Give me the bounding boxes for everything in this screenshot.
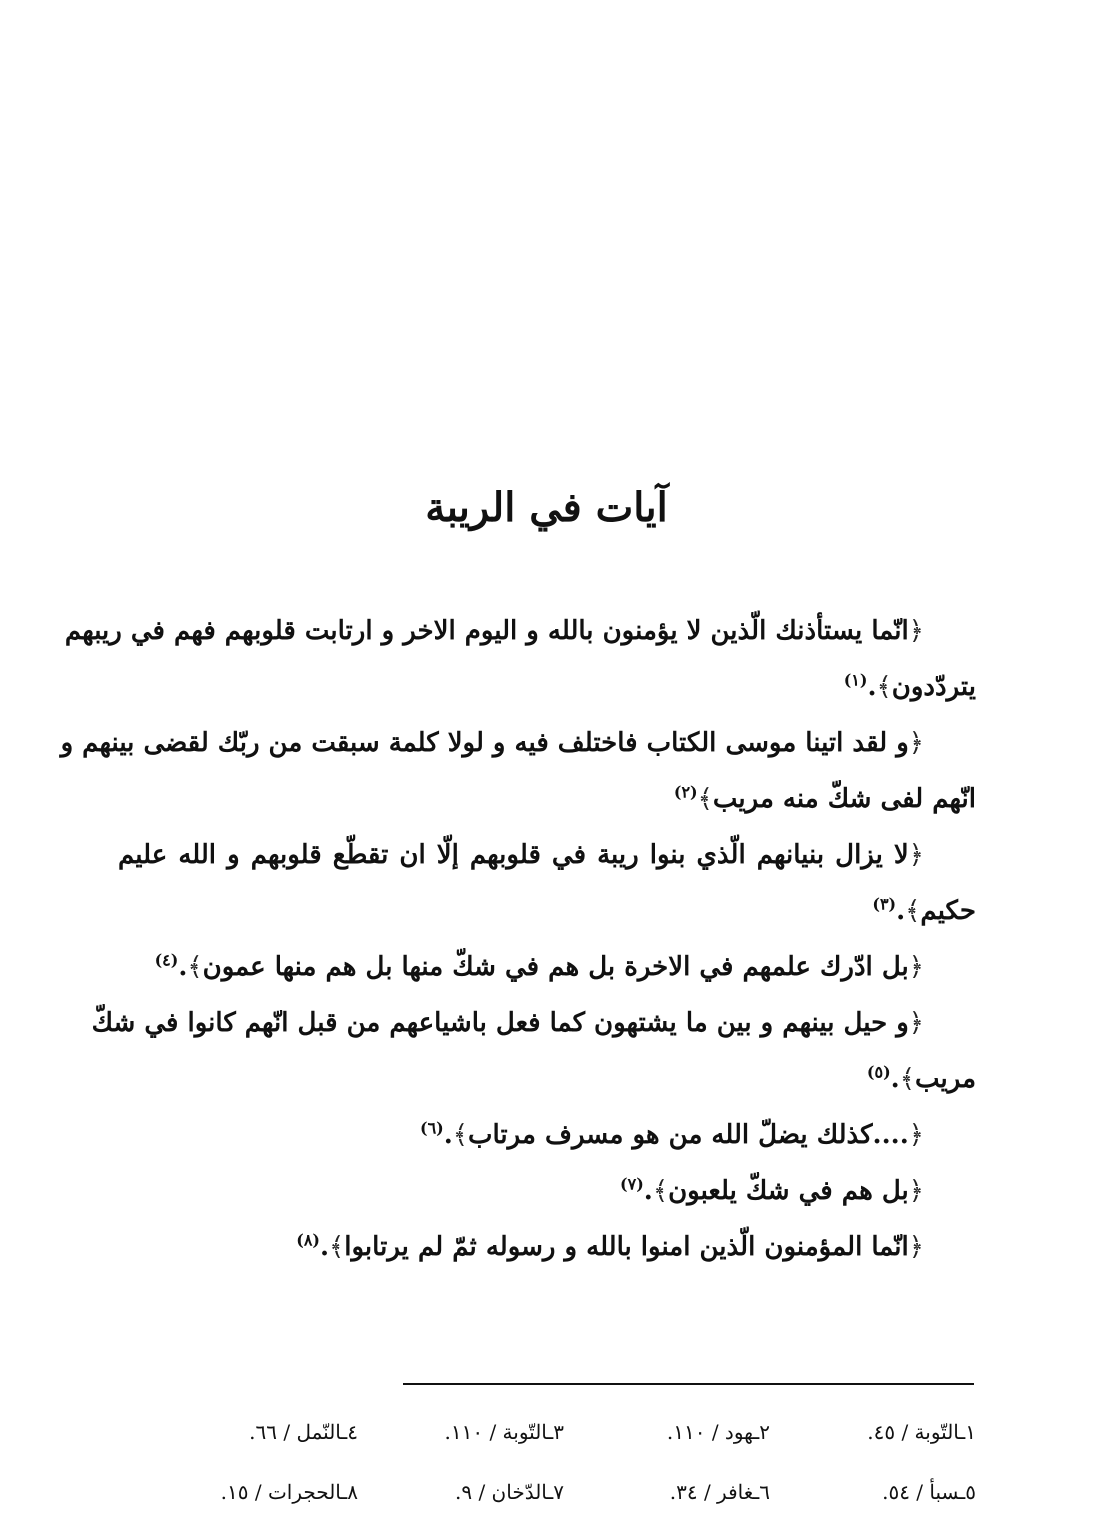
footnote-item: ٤ـالنّمل / ٦٦. [249, 1420, 358, 1444]
verse-text: يتردّدون [891, 672, 976, 702]
footnote-ref: (٤) [154, 950, 179, 970]
verse-open-bracket: ﴿ [908, 616, 924, 646]
footnote-ref: (٧) [620, 1174, 644, 1194]
verse-5-line-2: مريب﴾.$^{(٥)}$ [866, 1062, 976, 1094]
footnote-ref: (٨) [296, 1230, 320, 1250]
verse-5-line-1 [91, 995, 976, 1051]
verse-open-bracket: ﴿ [908, 1120, 924, 1150]
footnote-item: ٦ـغافر / ٣٤. [669, 1480, 770, 1504]
verse-close-bracket: ﴾ [876, 672, 892, 702]
footnote-item: ١ـالتّوبة / ٤٥. [867, 1420, 976, 1444]
verse-text: و حيل بينهم و بين ما يشتهون كما فعل باشياعهم من قبل انّهم كانوا في شكّ [91, 1008, 909, 1038]
verse-8-line-1: ﴿انّما المؤمنون الّذين امنوا بالله و رسوله ثمّ لم يرتابوا﴾.$^{(٨)}$ [296, 1230, 924, 1262]
footnote-ref: (١) [843, 670, 868, 690]
verse-4-line-1: ﴿بل ادّرك علمهم في الاخرة بل هم في شكّ منها بل هم منها عمون﴾.$^{(٤)}$ [154, 950, 924, 982]
verse-text: انّما المؤمنون الّذين امنوا بالله و رسوله ثمّ لم يرتابوا [344, 1232, 909, 1262]
verse-text: بل هم في شكّ يلعبون [668, 1176, 909, 1206]
footnote-row [150, 1462, 976, 1522]
verse-text: انّهم لفى شكّ منه مريب [712, 784, 976, 814]
verse-text: حكيم [920, 896, 976, 926]
verse-open-bracket: ﴿ [908, 952, 924, 982]
page-title: آيات في الريبة [425, 484, 668, 531]
verse-3-line-1 [118, 827, 976, 883]
verse-close-bracket: ﴾ [905, 896, 921, 926]
verse-open-bracket: ﴿ [908, 728, 924, 758]
verse-3-line-2: حكيم﴾.$^{(٣)}$ [872, 894, 976, 926]
verse-open-bracket: ﴿ [908, 1008, 924, 1038]
verse-text: ....كذلك يضلّ الله من هو مسرف مرتاب [468, 1120, 909, 1150]
verse-open-bracket: ﴿ [908, 1176, 924, 1206]
verse-close-bracket: ﴾ [652, 1176, 669, 1206]
footnote-item: ٥ـسبأ / ٥٤. [882, 1480, 976, 1504]
verse-text: مريب [914, 1064, 976, 1094]
verse-close-bracket: ﴾ [187, 952, 203, 982]
footnote-ref: (٥) [866, 1062, 891, 1082]
footnote-divider [403, 1383, 974, 1385]
verse-text: لا يزال بنيانهم الّذي بنوا ريبة في قلوبهم إلّا ان تقطّع قلوبهم و الله عليم [118, 840, 909, 870]
footnote-item: ٨ـالحجرات / ١٥. [220, 1480, 358, 1504]
verse-open-bracket: ﴿ [908, 840, 924, 870]
verse-text: و لقد اتينا موسى الكتاب فاختلف فيه و لولا كلمة سبقت من ربّك لقضى بينهم و [60, 728, 909, 758]
verse-close-bracket: ﴾ [899, 1064, 915, 1094]
verse-close-bracket: ﴾ [452, 1120, 469, 1150]
verse-close-bracket: ﴾ [329, 1232, 345, 1262]
verse-1-line-1 [64, 603, 976, 659]
footnote-ref: (٦) [419, 1118, 444, 1138]
verse-text: بل ادّرك علمهم في الاخرة بل هم في شكّ منها بل هم منها عمون [202, 952, 909, 982]
verses-block [60, 603, 976, 1275]
verse-6-line-1: ﴿....كذلك يضلّ الله من هو مسرف مرتاب﴾.$^{(٦)}$ [419, 1118, 924, 1150]
verse-7-line-1: ﴿بل هم في شكّ يلعبون﴾.$^{(٧)}$ [620, 1174, 924, 1206]
footnote-item: ٢ـهود / ١١٠. [666, 1420, 770, 1444]
verse-text: انّما يستأذنك الّذين لا يؤمنون بالله و اليوم الاخر و ارتابت قلوبهم فهم في ريبهم [64, 616, 909, 646]
footnote-item: ٣ـالتّوبة / ١١٠. [444, 1420, 564, 1444]
footnote-ref: (٣) [872, 894, 897, 914]
verse-open-bracket: ﴿ [908, 1232, 924, 1262]
verse-2-line-1 [60, 715, 976, 771]
verse-2-line-2 [118, 771, 976, 827]
verse-1-line-2: يتردّدون﴾.$^{(١)}$ [843, 670, 976, 702]
verse-close-bracket: ﴾ [697, 784, 713, 814]
footnote-ref: (٢) [673, 782, 698, 802]
footnote-row [150, 1402, 976, 1462]
footnote-item: ٧ـالدّخان / ٩. [454, 1480, 564, 1504]
footnotes [150, 1402, 976, 1522]
